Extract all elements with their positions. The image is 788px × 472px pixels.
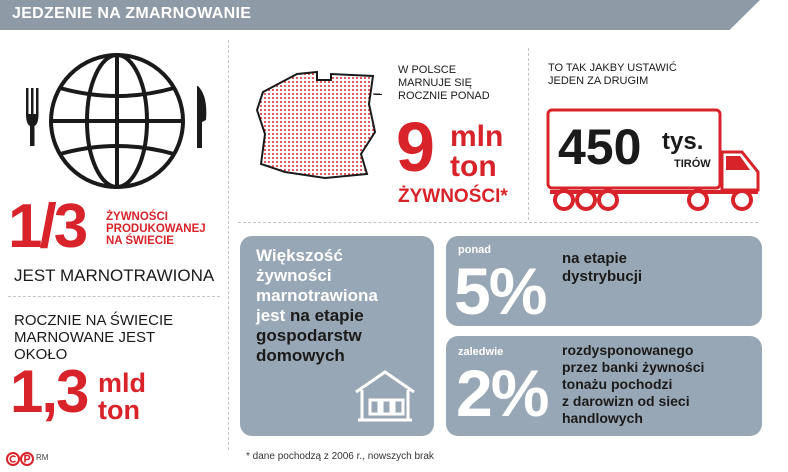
- distribution-prefix: ponad: [458, 244, 491, 256]
- horizontal-divider-left: [8, 296, 220, 297]
- household-highlight: domowych: [256, 346, 345, 365]
- truck-unit: tys.: [662, 128, 704, 155]
- banks-value: 2%: [456, 356, 548, 430]
- distribution-text: [562, 250, 642, 286]
- author-credit: RM: [36, 453, 49, 462]
- annual-world-value: 1,3: [10, 358, 88, 425]
- banks-text: [562, 342, 704, 427]
- annual-label-line: MARNOWANE JEST: [14, 329, 156, 346]
- fraction-desc-line: PRODUKOWANEJ: [106, 223, 206, 235]
- page-title: JEDZENIE NA ZMARNOWANIE: [12, 5, 252, 22]
- poland-label-line: W POLSCE: [398, 64, 457, 76]
- distribution-line: dystrybucji: [562, 268, 643, 285]
- household-line: marnotrawiona: [256, 286, 378, 305]
- household-text: [256, 246, 426, 366]
- truck-label-line: TO TAK JAKBY USTAWIĆ: [548, 62, 677, 74]
- globe-cutlery-icon: [22, 48, 212, 198]
- footnote: * dane pochodzą z 2006 r., nowszych brak: [246, 451, 434, 462]
- household-word: jest: [256, 306, 286, 325]
- fraction-desc-line: ŻYWNOŚCI: [106, 211, 168, 223]
- annual-unit-line: mld: [98, 368, 147, 398]
- annual-unit-line: ton: [98, 395, 140, 425]
- annual-world-unit: [98, 370, 146, 424]
- fraction-description: [106, 211, 206, 247]
- distribution-value: 5%: [454, 254, 546, 328]
- poland-unit-line: mln: [450, 120, 504, 153]
- fraction-caption: JEST MARNOTRAWIONA: [14, 266, 215, 285]
- banks-line: z darowizn od sieci: [562, 393, 690, 409]
- household-line: Większość: [256, 246, 343, 265]
- truck-sub: TIRÓW: [674, 158, 711, 170]
- banks-line: handlowych: [562, 410, 643, 426]
- annual-world-label: [14, 312, 173, 363]
- vertical-divider-top: [528, 48, 529, 220]
- annual-label-line: OKOŁO: [14, 346, 68, 363]
- map-pointer-line: [374, 94, 382, 95]
- horizontal-divider-top: [238, 222, 758, 223]
- annual-label-line: ROCZNIE NA ŚWIECIE: [14, 312, 174, 329]
- banks-line: rozdysponowanego: [562, 342, 694, 358]
- household-line: żywności: [256, 266, 332, 285]
- fraction-desc-line: NA ŚWIECIE: [106, 235, 174, 247]
- poland-label: [398, 64, 490, 103]
- household-line: [256, 306, 426, 326]
- vertical-divider-left: [228, 40, 229, 450]
- poland-unit: [450, 122, 503, 182]
- household-highlight: gospodarstw: [256, 326, 362, 345]
- truck-label: [548, 62, 677, 88]
- poland-value: 9: [396, 108, 435, 186]
- copyright-logo-icon: [6, 452, 40, 466]
- distribution-line: na etapie: [562, 250, 628, 267]
- poland-label-line: ROCZNIE PONAD: [398, 90, 490, 102]
- banks-line: tonażu pochodzi: [562, 376, 673, 392]
- poland-map-icon: [255, 64, 380, 184]
- banks-prefix: zaledwie: [458, 346, 504, 358]
- poland-label-line: MARNUJE SIĘ: [398, 77, 472, 89]
- poland-unit-line: ton: [450, 150, 497, 183]
- household-highlight: na etapie: [290, 306, 364, 325]
- truck-label-line: JEDEN ZA DRUGIM: [548, 75, 649, 87]
- truck-value: 450: [558, 119, 642, 175]
- banks-line: przez banki żywności: [562, 359, 705, 375]
- poland-caption: ŻYWNOŚCI*: [398, 186, 508, 207]
- fraction-value: 1/3: [8, 192, 86, 261]
- house-icon: [352, 368, 418, 424]
